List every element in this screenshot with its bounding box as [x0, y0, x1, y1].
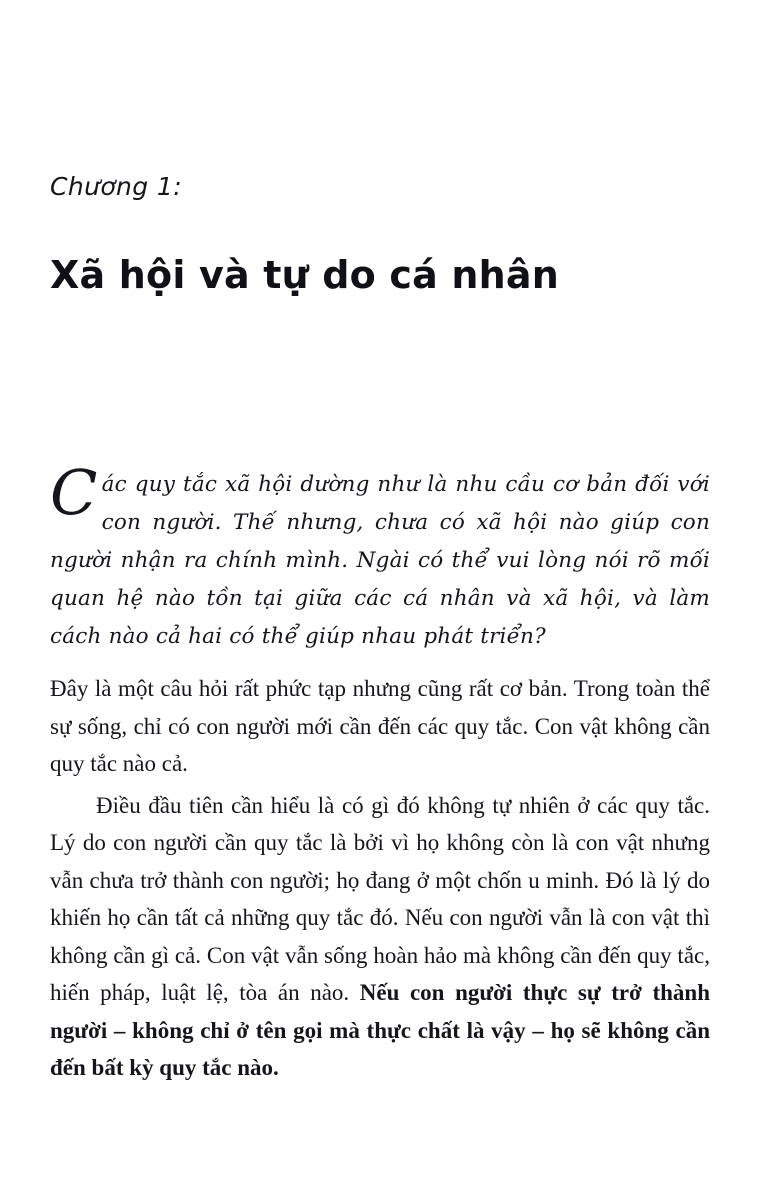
paragraph — [50, 670, 710, 783]
chapter-label: Chương 1: — [50, 172, 183, 201]
paragraph — [50, 787, 710, 1087]
drop-cap: C — [50, 456, 98, 529]
body-text — [50, 456, 710, 1091]
paragraph-emphasis: Nếu con người thực sự trở thành người – không chỉ ở tên gọi mà thực chất là vậy – họ sẽ không cần đến bất kỳ quy tắc nào. — [50, 980, 710, 1080]
opening-question-text: ác quy tắc xã hội dường như là nhu cầu cơ bản đối với con người. Thế nhưng, chưa có xã hội nào giúp con người nhận ra chính mình. Ngài có thể vui lòng nói rõ mối quan hệ nào tồn tại giữa các cá nhân và xã hội, và làm cách nào cả hai có thể giúp nhau phát triển? — [50, 472, 710, 649]
paragraph-text: Điều đầu tiên cần hiểu là có gì đó không tự nhiên ở các quy tắc. Lý do con người cần quy tắc là bởi vì họ không còn là con vật nhưng vẫn chưa trở thành con người; họ đang ở một chốn u minh. Đó là lý do khiến họ cần tất cả những quy tắc đó. Nếu con người vẫn là con vật thì không cần gì cả. Con vật vẫn sống hoàn hảo mà không cần đến quy tắc, hiến pháp, luật lệ, tòa án nào. — [50, 792, 710, 1005]
paragraph-text: Đây là một câu hỏi rất phức tạp nhưng cũng rất cơ bản. Trong toàn thể sự sống, chỉ có con người mới cần đến các quy tắc. Con vật không cần quy tắc nào cả. — [50, 676, 710, 776]
page-title: Xã hội và tự do cá nhân — [50, 253, 560, 298]
opening-question — [50, 456, 710, 656]
